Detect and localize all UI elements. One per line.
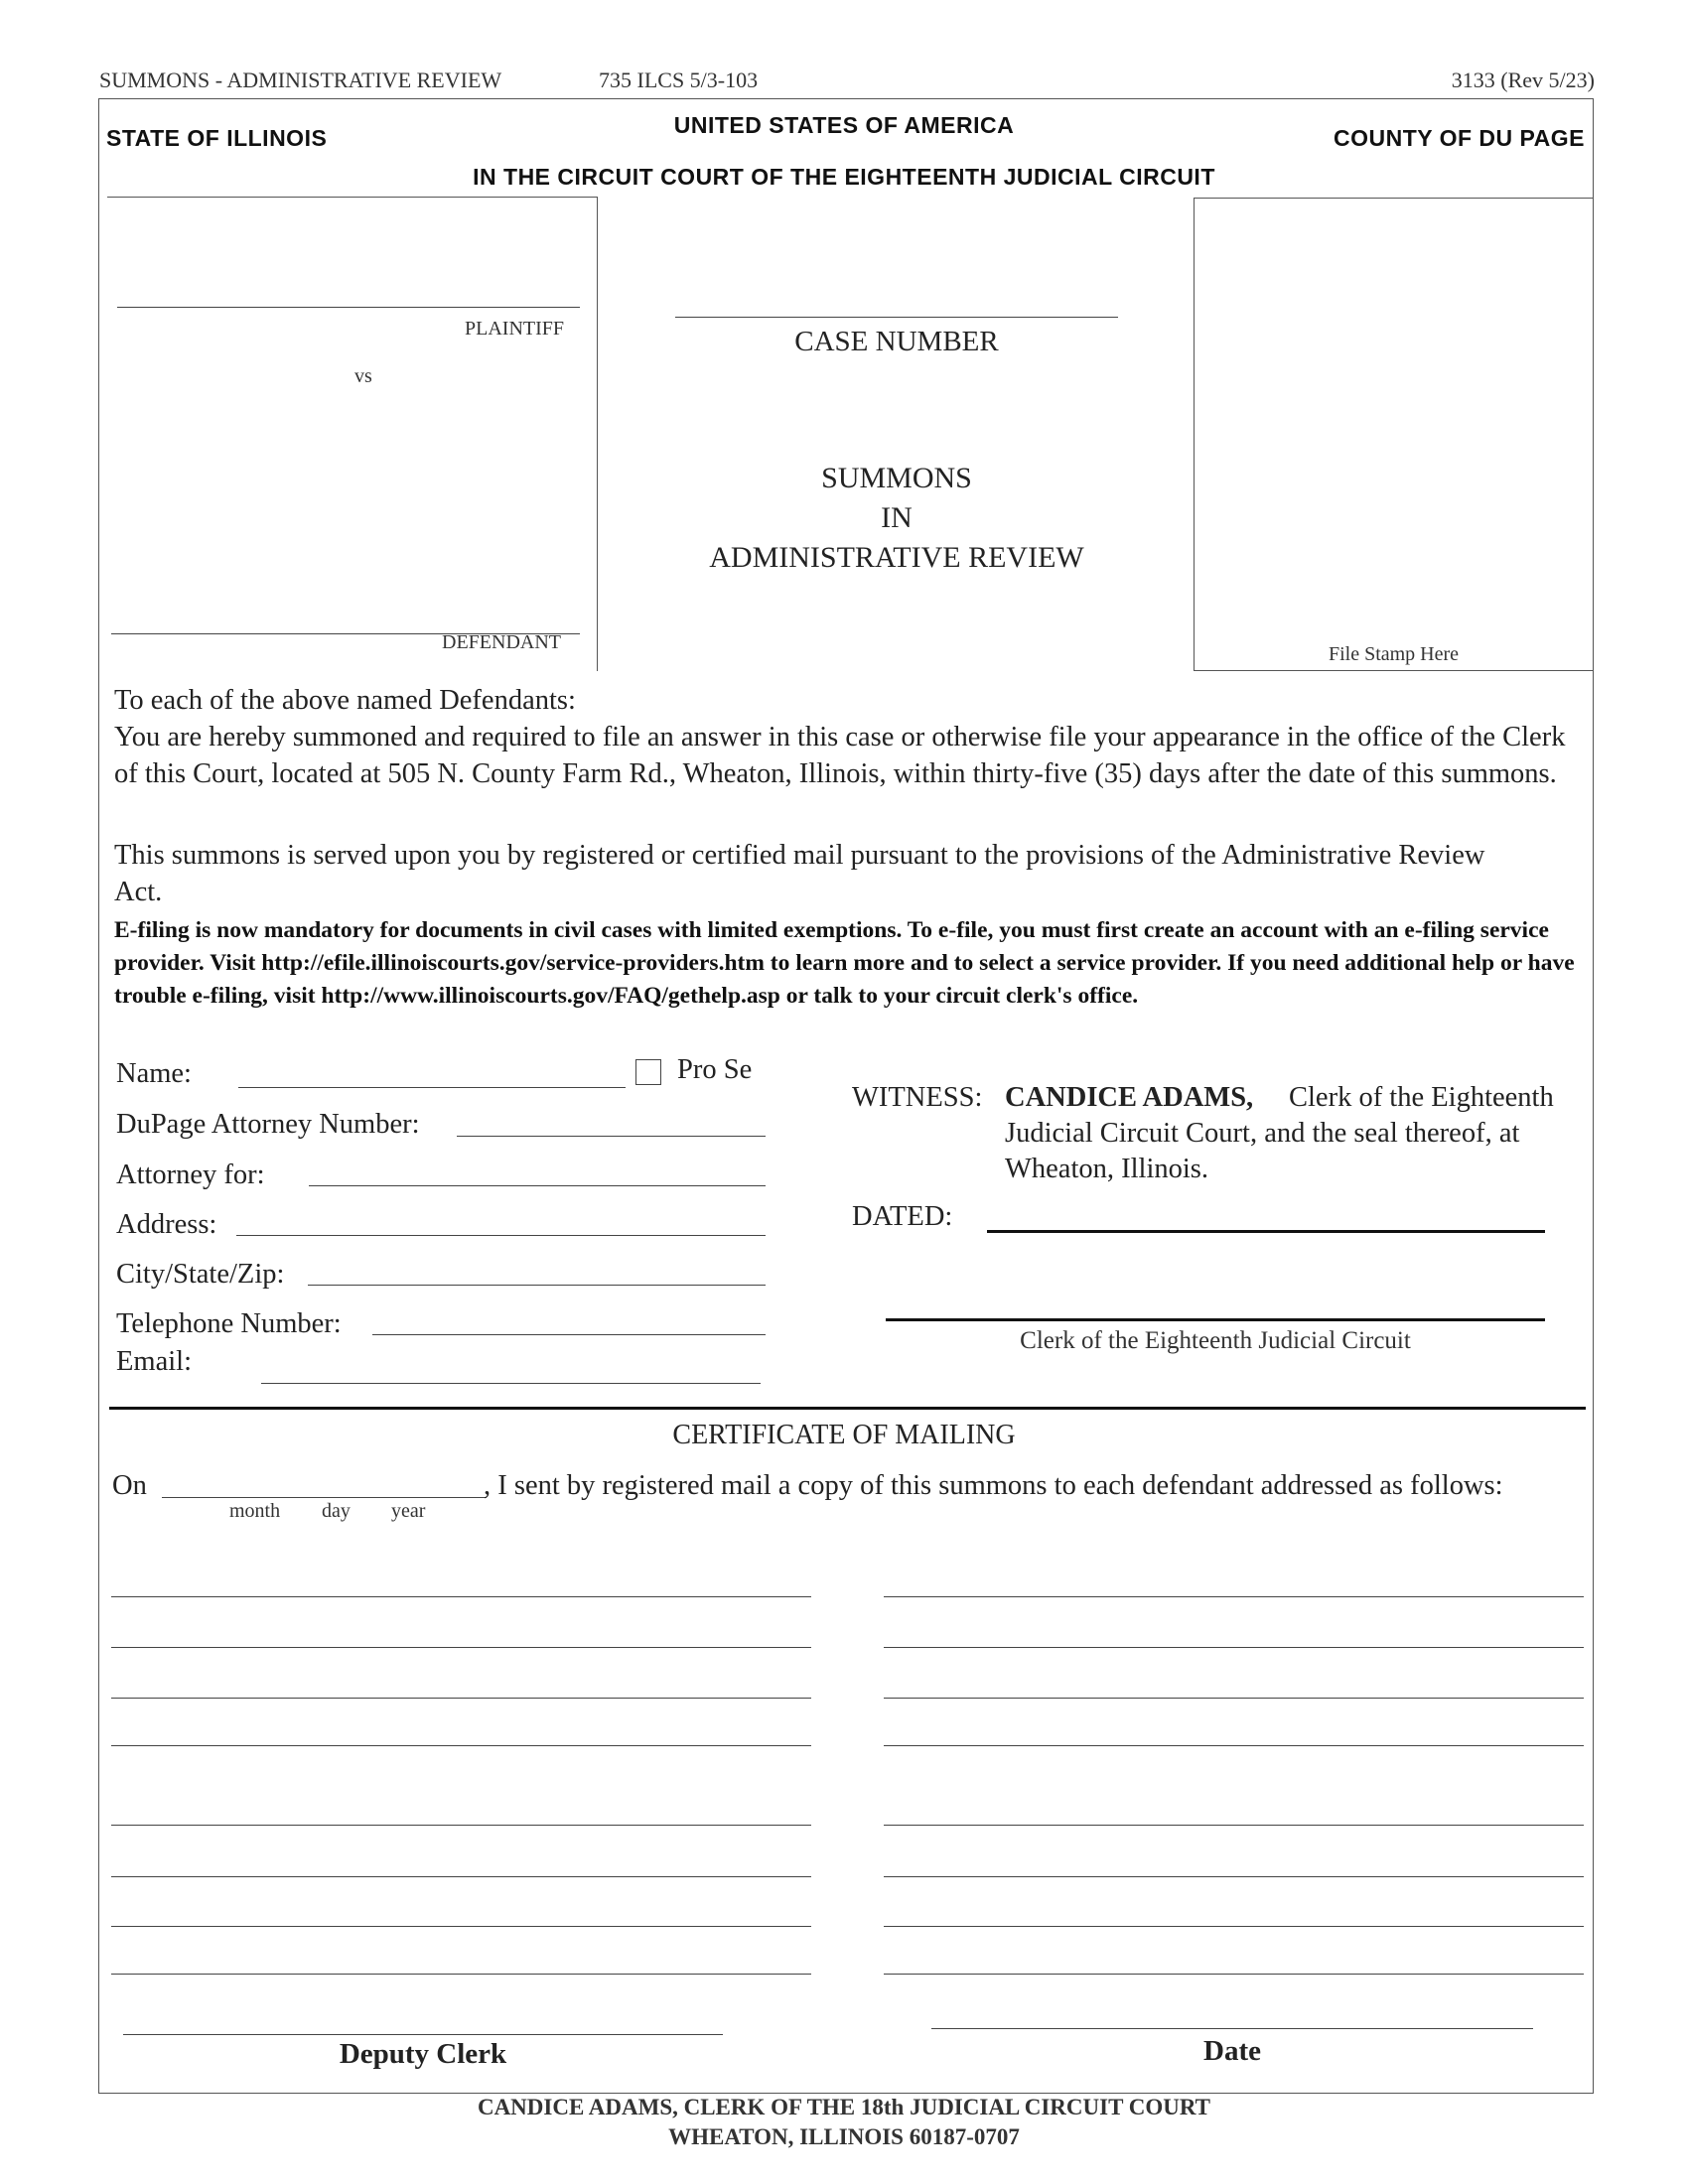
address-line[interactable] <box>111 1825 811 1826</box>
clerk-name: CANDICE ADAMS, <box>1005 1082 1254 1113</box>
date-label: Date <box>1203 2035 1261 2067</box>
plaintiff-label: PLAINTIFF <box>465 318 565 340</box>
attorney-number-field[interactable] <box>457 1136 766 1137</box>
clerk-signature-line[interactable] <box>886 1318 1545 1321</box>
pro-se-label: Pro Se <box>677 1054 753 1085</box>
address-line[interactable] <box>884 1974 1584 1975</box>
email-field[interactable] <box>261 1383 761 1384</box>
state-label: STATE OF ILLINOIS <box>106 125 328 151</box>
county-label: COUNTY OF DU PAGE <box>1334 125 1585 151</box>
month-label: month <box>229 1500 281 1522</box>
city-state-zip-label: City/State/Zip: <box>116 1259 285 1290</box>
salutation: To each of the above named Defendants: <box>114 685 576 716</box>
footer-line-2: WHEATON, ILLINOIS 60187-0707 <box>668 2124 1020 2149</box>
file-stamp-label: File Stamp Here <box>1328 643 1460 665</box>
dated-field[interactable] <box>987 1230 1545 1233</box>
witness-label: WITNESS: <box>852 1082 983 1113</box>
country-label: UNITED STATES OF AMERICA <box>673 112 1015 138</box>
mailing-date-field[interactable] <box>162 1497 487 1498</box>
document-title <box>616 459 1178 578</box>
form-title: SUMMONS - ADMINISTRATIVE REVIEW <box>99 68 502 92</box>
address-line[interactable] <box>111 1926 811 1927</box>
address-line[interactable] <box>884 1745 1584 1746</box>
address-line[interactable] <box>884 1876 1584 1877</box>
telephone-label: Telephone Number: <box>116 1308 342 1339</box>
address-line[interactable] <box>884 1825 1584 1826</box>
court-label: IN THE CIRCUIT COURT OF THE EIGHTEENTH JUDICIAL CIRCUIT <box>473 164 1215 190</box>
name-field[interactable] <box>238 1087 626 1088</box>
address-line[interactable] <box>884 1647 1584 1648</box>
address-line[interactable] <box>111 1698 811 1699</box>
email-label: Email: <box>116 1346 192 1377</box>
address-line[interactable] <box>111 1647 811 1648</box>
witness-line-1: Clerk of the Eighteenth <box>1289 1082 1554 1113</box>
file-stamp-box <box>1194 198 1594 671</box>
efiling-notice: E-filing is now mandatory for documents in civil cases with limited exemptions. To e-file, you must first create an account with an e-filing service provider. Visit http://efile.illinoiscourts.gov/service-providers.htm to learn more and to select a service provider. If you need additional help or have trouble e-filing, visit http://www.illinoiscourts.gov/FAQ/gethelp.asp or talk to your circuit clerk's office. <box>114 917 1575 1009</box>
deputy-clerk-label: Deputy Clerk <box>339 2038 507 2070</box>
attorney-for-label: Attorney for: <box>116 1160 265 1190</box>
date-signature-line[interactable] <box>931 2028 1533 2029</box>
pro-se-checkbox[interactable] <box>635 1059 661 1085</box>
deputy-clerk-signature-line[interactable] <box>123 2034 723 2035</box>
address-line[interactable] <box>111 1596 811 1597</box>
address-field[interactable] <box>236 1235 766 1236</box>
defendant-label: DEFENDANT <box>442 631 561 653</box>
footer-line-1: CANDICE ADAMS, CLERK OF THE 18th JUDICIAL CIRCUIT COURT <box>477 2095 1211 2119</box>
address-line[interactable] <box>884 1596 1584 1597</box>
title-line-3: ADMINISTRATIVE REVIEW <box>709 541 1084 574</box>
mailing-sentence: , I sent by registered mail a copy of this summons to each defendant addressed as follows: <box>484 1470 1503 1501</box>
day-label: day <box>322 1500 351 1522</box>
telephone-field[interactable] <box>372 1334 766 1335</box>
address-line[interactable] <box>884 1698 1584 1699</box>
year-label: year <box>391 1500 426 1522</box>
party-box <box>107 197 598 671</box>
city-state-zip-field[interactable] <box>308 1285 766 1286</box>
clerk-signature-label: Clerk of the Eighteenth Judicial Circuit <box>1020 1327 1411 1354</box>
address-line[interactable] <box>111 1745 811 1746</box>
title-line-1: SUMMONS <box>821 462 972 494</box>
witness-line-2: Judicial Circuit Court, and the seal thereof, at <box>1005 1118 1520 1149</box>
service-paragraph: This summons is served upon you by registered or certified mail pursuant to the provisions of the Administrative Review Act. <box>114 840 1485 907</box>
address-line[interactable] <box>111 1876 811 1877</box>
vs-label: vs <box>354 365 372 387</box>
address-line[interactable] <box>884 1926 1584 1927</box>
witness-line-3: Wheaton, Illinois. <box>1005 1154 1208 1184</box>
attorney-for-field[interactable] <box>309 1185 766 1186</box>
on-label: On <box>112 1470 147 1501</box>
name-label: Name: <box>116 1058 192 1089</box>
summons-paragraph: You are hereby summoned and required to file an answer in this case or otherwise file your appearance in the office of the Clerk of this Court, located at 505 N. County Farm Rd., Wheaton, Illinois, within thirty-five (35) days after the date of this summons. <box>114 722 1566 789</box>
address-label: Address: <box>116 1209 217 1240</box>
statute-reference: 735 ILCS 5/3-103 <box>599 68 759 92</box>
case-number-label: CASE NUMBER <box>794 326 999 357</box>
address-line[interactable] <box>111 1974 811 1975</box>
dated-label: DATED: <box>852 1201 953 1232</box>
form-number: 3133 (Rev 5/23) <box>1451 68 1595 92</box>
plaintiff-line[interactable] <box>117 307 580 308</box>
section-divider <box>109 1407 1586 1410</box>
title-line-2: IN <box>881 501 913 534</box>
case-number-line[interactable] <box>675 317 1118 318</box>
attorney-number-label: DuPage Attorney Number: <box>116 1109 420 1140</box>
certificate-title: CERTIFICATE OF MAILING <box>672 1420 1016 1450</box>
